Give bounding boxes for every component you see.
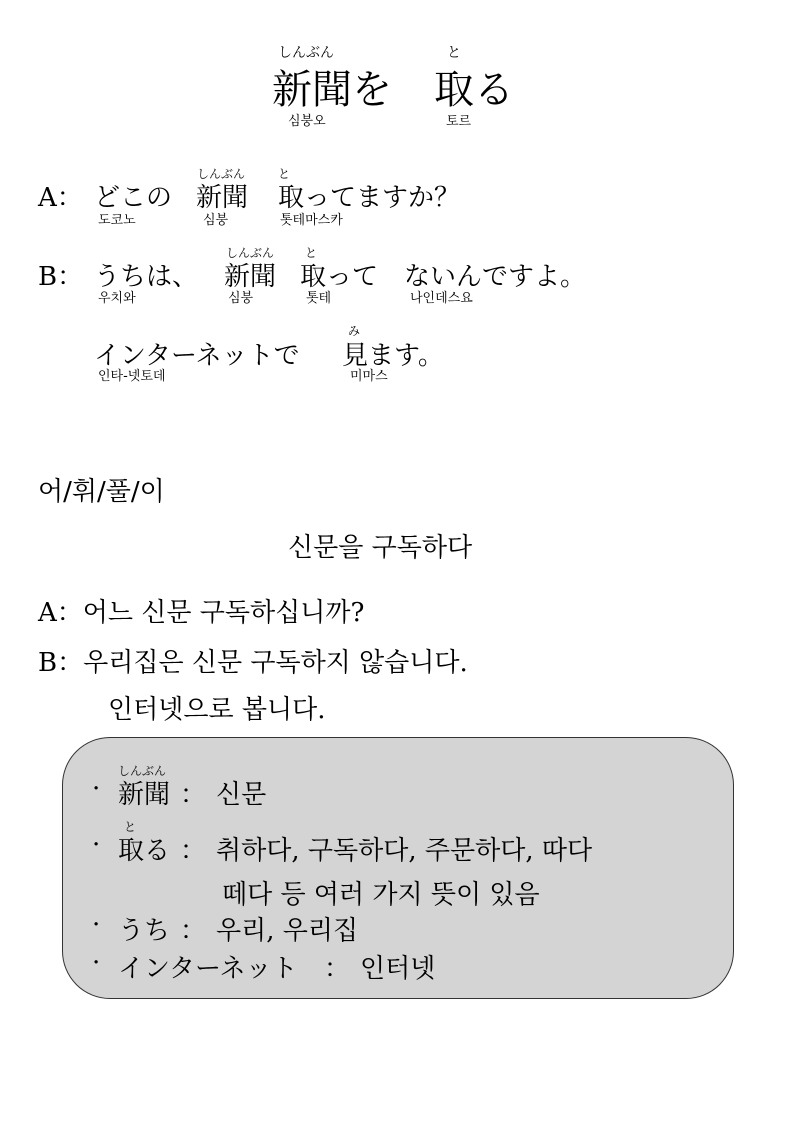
- glossary-meaning-3: 우리, 우리집: [216, 916, 359, 946]
- page-title-word1: 新聞を: [272, 67, 392, 113]
- b1-speaker: B：: [38, 262, 84, 292]
- a-seg-1: どこの: [94, 183, 173, 213]
- glossary-bullet-3: ·: [92, 910, 101, 940]
- page-title-word2: 取る: [434, 67, 514, 113]
- b2-pron-2: 미마스: [350, 369, 388, 384]
- title-ruby-1: しんぶん: [278, 45, 334, 61]
- b2-pron-1: 인타-넷토데: [98, 369, 166, 384]
- glossary-term-1: 新聞: [118, 780, 171, 810]
- a-ruby-2: と: [278, 167, 291, 181]
- a-pron-1: 도코노: [98, 213, 136, 228]
- title-ruby-2: と: [447, 45, 461, 61]
- b2-seg-2: 見ます。: [342, 341, 444, 371]
- vocab-a-line: A：어느 신문 구독하십니까?: [38, 598, 365, 628]
- b2-seg-1: インターネットで: [94, 341, 300, 371]
- glossary-bullet-4: ·: [92, 948, 101, 978]
- b1-pron-3: 톳테: [306, 291, 332, 306]
- a-seg-2: 新聞: [196, 183, 249, 213]
- glossary-sep-2: ：: [180, 836, 207, 866]
- vocab-subtitle: 신문을 구독하다: [288, 533, 473, 563]
- glossary-ruby-1: しんぶん: [118, 764, 167, 778]
- vocab-heading: 어/휘/풀/이: [38, 477, 165, 507]
- glossary-term-3: うち: [118, 916, 171, 946]
- b1-pron-2: 심붕: [228, 291, 254, 306]
- glossary-bullet-2: ·: [92, 830, 101, 860]
- glossary-meaning-1: 신문: [216, 780, 267, 810]
- b1-seg-1: うちは、: [94, 262, 199, 292]
- glossary-meaning-2: 취하다, 구독하다, 주문하다, 따다: [216, 836, 593, 866]
- glossary-sep-1: ：: [180, 780, 207, 810]
- glossary-ruby-2: と: [124, 820, 137, 834]
- glossary-term-4: インターネット: [118, 954, 298, 984]
- b1-ruby-1: しんぶん: [226, 246, 275, 260]
- b1-ruby-2: と: [305, 246, 318, 260]
- b2-ruby-1: み: [348, 324, 361, 338]
- vocab-b-line-1: B：우리집은 신문 구독하지 않습니다.: [38, 648, 468, 678]
- b1-pron-1: 우치와: [98, 291, 136, 306]
- a-ruby-1: しんぶん: [197, 167, 246, 181]
- a-pron-2: 심붕: [203, 213, 229, 228]
- a-pron-3: 톳테마스카: [280, 213, 343, 228]
- b1-seg-2: 新聞: [224, 262, 277, 292]
- title-pron-2: 토르: [446, 114, 472, 129]
- glossary-term-2: 取る: [118, 836, 171, 866]
- a-seg-3: 取ってますか？: [278, 183, 461, 213]
- a-speaker: A：: [38, 183, 83, 213]
- title-pron-1: 심붕오: [288, 114, 326, 129]
- b1-pron-4: 나인데스요: [410, 291, 473, 306]
- glossary-sep-3: ：: [180, 916, 207, 946]
- b1-seg-3: 取って: [300, 262, 379, 292]
- b1-seg-4: ないんですよ。: [404, 262, 587, 292]
- vocab-b-line-2: 인터넷으로 봅니다.: [108, 695, 326, 725]
- glossary-meaning-2b: 떼다 등 여러 가지 뜻이 있음: [222, 880, 540, 910]
- glossary-sep-4: ：: [324, 954, 351, 984]
- glossary-meaning-4: 인터넷: [360, 954, 436, 984]
- glossary-bullet-1: ·: [92, 774, 101, 804]
